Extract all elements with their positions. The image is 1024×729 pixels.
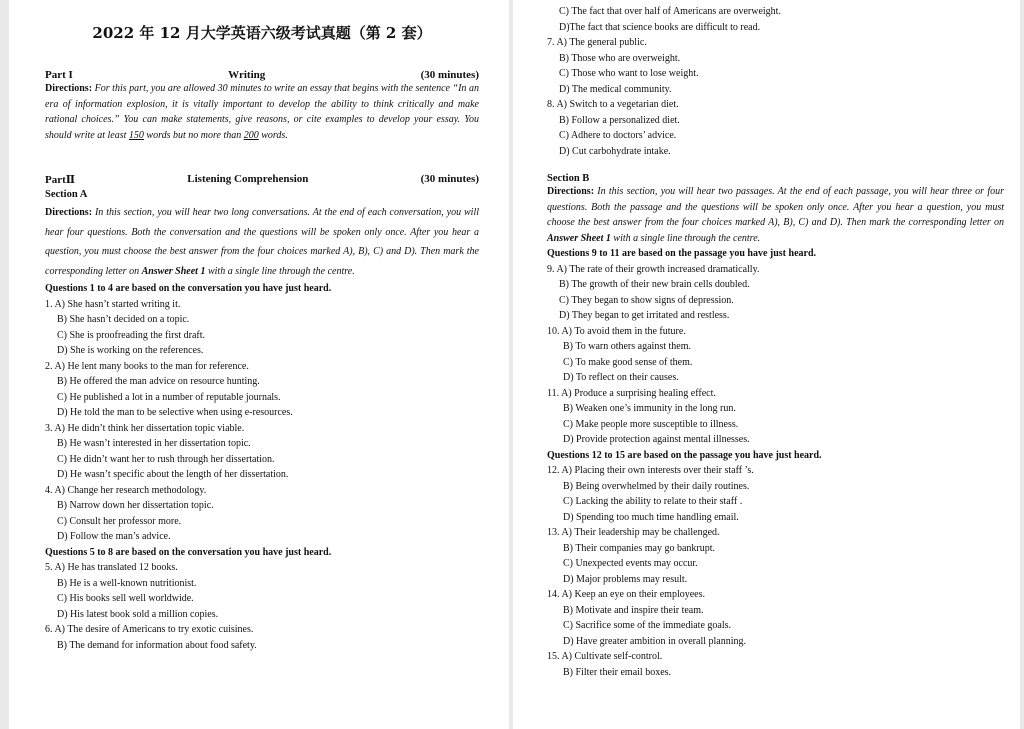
question-group-heading: Questions 12 to 15 are based on the passage you have just heard.: [547, 449, 822, 461]
document-title: 2022 年 12 月大学英语六级考试真题（第 2 套）: [92, 24, 432, 42]
question-option: B) The demand for information about food safety.: [57, 639, 257, 651]
question-option: C) Adhere to doctors’ advice.: [559, 130, 677, 141]
question-option: B) He is a well-known nutritionist.: [57, 577, 197, 589]
page-left: [9, 0, 509, 729]
question-list-5-6: [45, 560, 479, 653]
question-option: 15. A) Cultivate self-control.: [547, 651, 663, 662]
question-option: C) He didn’t want her to rush through her dissertation.: [57, 453, 275, 465]
word-max: 200: [243, 129, 259, 141]
question-option: B) She hasn’t decided on a topic.: [57, 314, 190, 325]
question-option: 1. A) She hasn’t started writing it.: [45, 298, 181, 310]
question-option: B) He wasn’t interested in her dissertation topic.: [57, 438, 251, 449]
question-option: D) His latest book sold a million copies.: [57, 608, 219, 620]
section-a-title: Section A: [45, 189, 88, 200]
question-option: 4. A) Change her research methodology.: [45, 484, 207, 496]
question-option: B) To warn others against them.: [563, 341, 691, 352]
question-option: D) He told the man to be selective when using e-resources.: [57, 407, 293, 418]
question-option: 13. A) Their leadership may be challenged.: [547, 527, 720, 538]
directions-label: Directions:: [45, 83, 93, 94]
part2-heading: [45, 173, 479, 186]
question-option: 3. A) He didn’t think her dissertation topic viable.: [45, 422, 245, 434]
question-option: B) Their companies may go bankrupt.: [563, 542, 716, 554]
question-option: D) To reflect on their causes.: [563, 372, 679, 383]
question-option: B) He offered the man advice on resource hunting.: [57, 376, 260, 387]
part2-label: PartⅡ: [45, 174, 76, 186]
question-option: 14. A) Keep an eye on their employees.: [547, 589, 706, 600]
directions-label: Directions:: [45, 207, 93, 218]
directions-label: Directions:: [547, 186, 595, 197]
part1-directions: [45, 81, 479, 143]
question-option: C) Lacking the ability to relate to their staff .: [563, 496, 743, 507]
directions-text: In this section, you will hear two passages. At the end of each passage, you will hear three or four questions. Both the passage and the questions will be spoken only once. After you hear a question, you must choose the best answer from the four choices marked A), B), C) and D). Then mark the corresponding letter on: [547, 186, 1004, 228]
question-option: 12. A) Placing their own interests over their staff ’s.: [547, 465, 754, 476]
question-option: 5. A) He has translated 12 books.: [45, 562, 178, 573]
question-option: C) To make good sense of them.: [563, 356, 693, 368]
section-b-directions: [547, 184, 1004, 246]
directions-text: with a single line through the centre.: [205, 265, 355, 277]
question-option: C) They began to show signs of depression.: [559, 294, 734, 306]
question-option: B) Narrow down her dissertation topic.: [57, 500, 214, 511]
part2-time: (30 minutes): [420, 173, 479, 185]
question-option: D) She is working on the references.: [57, 345, 204, 356]
question-group-heading: Questions 9 to 11 are based on the passage you have just heard.: [547, 248, 817, 259]
question-option: C) Sacrifice some of the immediate goals.: [563, 620, 732, 631]
part1-time: (30 minutes): [420, 69, 479, 81]
directions-text: words.: [258, 129, 288, 141]
question-option: 10. A) To avoid them in the future.: [547, 325, 686, 337]
question-option: C) The fact that over half of Americans are overweight.: [559, 6, 781, 17]
question-list-12-15: [547, 463, 1004, 680]
question-option: 7. A) The general public.: [547, 37, 647, 48]
question-option: 11. A) Produce a surprising healing effect.: [547, 387, 716, 399]
question-option: D) Cut carbohydrate intake.: [559, 145, 671, 157]
question-option: B) Motivate and inspire their team.: [563, 604, 704, 616]
question-option: D) Spending too much time handling email.: [563, 511, 739, 523]
directions-text: words but no more than: [143, 129, 244, 141]
question-option: C) She is proofreading the first draft.: [57, 329, 206, 341]
question-option: C) Consult her professor more.: [57, 515, 182, 527]
part1-name: Writing: [228, 69, 266, 81]
section-b-title: Section B: [547, 173, 590, 184]
question-option: B) Those who are overweight.: [559, 52, 681, 64]
question-option: B) Filter their email boxes.: [563, 666, 672, 678]
directions-text: In this section, you will hear two long conversations. At the end of each conversation, you will hear four questions. Both the conversation and the questions will be spoken only once. After you hear a question, you must choose the best answer from the four choices marked A), B), C) and D). Then mark the corresponding letter on: [45, 207, 479, 277]
question-option: 2. A) He lent many books to the man for reference.: [45, 360, 249, 372]
answer-sheet-ref: Answer Sheet 1: [141, 265, 206, 277]
question-option: 6. A) The desire of Americans to try exotic cuisines.: [45, 624, 254, 635]
section-a-directions: [45, 203, 479, 281]
question-option: D) He wasn’t specific about the length of her dissertation.: [57, 469, 289, 480]
question-option: 8. A) Switch to a vegetarian diet.: [547, 99, 679, 110]
question-option: B) The growth of their new brain cells doubled.: [559, 279, 750, 290]
question-option: D) Follow the man’s advice.: [57, 531, 171, 542]
part2-name: Listening Comprehension: [187, 173, 309, 185]
question-option: C) Make people more susceptible to illness.: [563, 418, 739, 430]
question-list-6-8: [547, 4, 1004, 159]
question-list-1-4: [45, 297, 479, 545]
directions-text: For this part, you are allowed 30 minutes to write an essay that begins with the sentence “In an era of information explosion, it is vitally important to develop the ability to think critically and make rational choices.” You can make statements, give reasons, or cite examples to develop your essay. You should write at least: [45, 83, 479, 141]
question-option: D) They began to get irritated and restless.: [559, 310, 730, 321]
question-option: D) Major problems may result.: [563, 573, 688, 585]
question-option: C) His books sell well worldwide.: [57, 593, 194, 604]
question-option: D)The fact that science books are difficult to read.: [559, 21, 761, 33]
question-group-heading: Questions 5 to 8 are based on the conversation you have just heard.: [45, 546, 332, 558]
question-option: C) He published a lot in a number of reputable journals.: [57, 391, 281, 403]
question-option: B) Weaken one’s immunity in the long run.: [563, 403, 736, 414]
question-option: D) Have greater ambition in overall planning.: [563, 635, 746, 647]
answer-sheet-ref: Answer Sheet 1: [547, 232, 611, 244]
question-option: C) Unexpected events may occur.: [563, 558, 698, 569]
question-group-heading: Questions 1 to 4 are based on the conversation you have just heard.: [45, 283, 332, 294]
word-min: 150: [128, 129, 144, 141]
question-option: C) Those who want to lose weight.: [559, 68, 699, 79]
question-option: 9. A) The rate of their growth increased dramatically.: [547, 263, 760, 275]
question-option: B) Being overwhelmed by their daily routines.: [563, 480, 750, 492]
page-right: [513, 0, 1020, 729]
question-option: B) Follow a personalized diet.: [559, 114, 680, 126]
question-option: D) The medical community.: [559, 83, 672, 95]
part1-label: Part I: [45, 69, 73, 81]
directions-text: with a single line through the centre.: [610, 232, 761, 244]
part1-heading: [45, 69, 479, 81]
question-list-9-11: [547, 262, 1004, 448]
question-option: D) Provide protection against mental illnesses.: [563, 434, 750, 445]
